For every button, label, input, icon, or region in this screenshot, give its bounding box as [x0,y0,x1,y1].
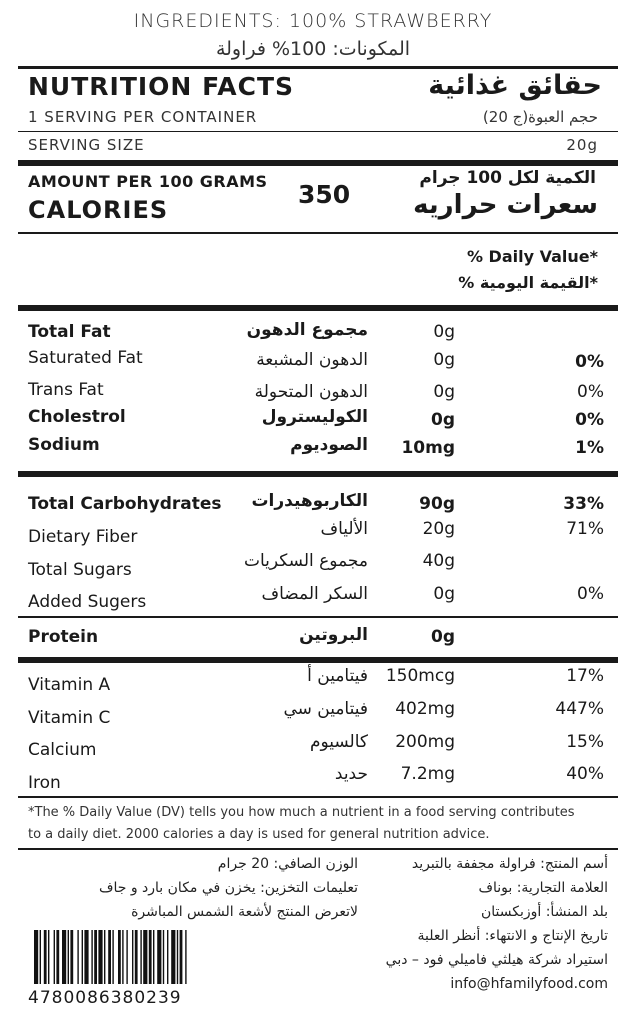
total-carbs-pct: 33% [563,494,604,514]
thick-rule-3 [18,471,618,477]
serving-size-value: 20g [566,136,598,154]
footnote-line-2: to a daily diet. 2000 calories a day is used for general nutrition advice. [28,827,490,842]
thick-rule-4 [18,657,618,663]
added-sugars-ar: السكر المضاف [261,584,368,604]
thick-rule-2 [18,305,618,311]
total-carbs-value: 90g [419,494,455,514]
calcium-ar: كالسيوم [309,732,368,752]
sodium-value: 10mg [401,438,455,458]
amount-per-label: AMOUNT PER 100 GRAMS [28,172,268,191]
iron-ar: حديد [334,764,368,784]
cholesterol-label: Cholestrol [28,407,126,427]
serving-size-label: SERVING SIZE [28,136,145,154]
nutrition-facts-title: NUTRITION FACTS [28,72,295,101]
thick-rule-1 [18,160,618,166]
protein-rule [18,616,618,618]
importer: استيراد شركة هيلثي فاميلي فود – دبي [385,952,608,968]
info-rule [18,848,618,850]
protein-ar: البروتين [299,625,368,645]
footnote-line-1: *The % Daily Value (DV) tells you how much a nutrient in a food serving contributes [28,805,575,820]
iron-pct: 40% [566,764,604,784]
top-rule [18,66,618,69]
production-expiry: تاريخ الإنتاج و الانتهاء: أنظر العلبة [417,928,608,944]
storage-instructions: تعليمات التخزين: يخزن في مكان بارد و جاف [98,880,358,896]
vitamin-c-value: 402mg [395,699,455,719]
saturated-fat-pct: 0% [575,352,604,372]
saturated-fat-ar: الدهون المشبعة [256,350,368,370]
iron-value: 7.2mg [400,764,455,784]
vitamin-c-ar: فيتامين سي [283,699,368,719]
vitamin-a-value: 150mcg [385,666,455,686]
calories-label: CALORIES [28,196,169,224]
total-sugars-label: Total Sugars [28,560,132,580]
vitamin-c-pct: 447% [555,699,604,719]
vitamin-a-pct: 17% [566,666,604,686]
cholesterol-ar: الكوليسترول [261,407,368,427]
sodium-pct: 1% [575,438,604,458]
protein-value: 0g [431,627,455,647]
dietary-fiber-value: 20g [422,519,455,539]
nutrition-facts-title-ar: حقائق غذائية [428,70,602,101]
total-fat-value: 0g [433,322,455,342]
total-fat-ar: مجموع الدهون [246,320,368,340]
calcium-label: Calcium [28,740,97,760]
footnote-rule [18,796,618,798]
sodium-ar: الصوديوم [290,435,368,455]
sodium-label: Sodium [28,435,100,455]
amount-per-ar: الكمية لكل 100 جرام [419,168,596,188]
total-sugars-ar: مجموع السكريات [244,551,368,571]
calcium-value: 200mg [395,732,455,752]
net-weight: الوزن الصافي: 20 جرام [217,856,358,872]
total-carbs-label: Total Carbohydrates [28,494,222,514]
dietary-fiber-pct: 71% [566,519,604,539]
trans-fat-ar: الدهون المتحولة [254,382,368,402]
calcium-pct: 15% [566,732,604,752]
contact-email[interactable]: info@hfamilyfood.com [450,976,608,992]
cholesterol-pct: 0% [575,410,604,430]
cholesterol-value: 0g [431,410,455,430]
country-of-origin: بلد المنشأ: أوزبكستان [480,904,608,920]
brand-name: العلامة التجارية: بوناف [478,880,608,896]
package-size-ar: حجم العبوة(ج 20) [482,108,598,126]
daily-value-en: % Daily Value* [466,247,598,266]
barcode-icon [34,930,226,984]
product-name: أسم المنتج: فراولة مجففة بالتبريد [411,856,608,872]
trans-fat-label: Trans Fat [28,380,104,400]
trans-fat-value: 0g [433,382,455,402]
barcode-number: 4780086380239 [28,988,182,1008]
added-sugars-value: 0g [433,584,455,604]
dv-rule [18,232,618,234]
protein-label: Protein [28,627,99,647]
saturated-fat-value: 0g [433,350,455,370]
trans-fat-pct: 0% [577,382,604,402]
total-sugars-value: 40g [422,551,455,571]
vitamin-c-label: Vitamin C [28,708,111,728]
dietary-fiber-ar: الألياف [320,519,368,539]
added-sugars-pct: 0% [577,584,604,604]
total-carbs-ar: الكاربوهيدرات [251,491,368,511]
serving-rule [18,131,618,132]
daily-value-ar: *القيمة اليومية % [458,273,598,292]
sun-warning: لاتعرض المنتج لأشعة الشمس المباشرة [131,904,358,920]
calories-ar: سعرات حراريه [413,190,598,220]
vitamin-a-ar: فيتامين أ [307,666,368,686]
added-sugars-label: Added Sugers [28,592,147,612]
serving-per-container: 1 SERVING PER CONTAINER [28,108,258,126]
iron-label: Iron [28,773,61,793]
saturated-fat-label: Saturated Fat [28,348,143,368]
dietary-fiber-label: Dietary Fiber [28,527,138,547]
total-fat-label: Total Fat [28,322,111,342]
vitamin-a-label: Vitamin A [28,675,111,695]
ingredients-en: INGREDIENTS: 100% STRAWBERRY [133,10,493,32]
calories-value: 350 [298,180,351,209]
ingredients-ar: المكونات: 100% فراولة [215,38,411,60]
